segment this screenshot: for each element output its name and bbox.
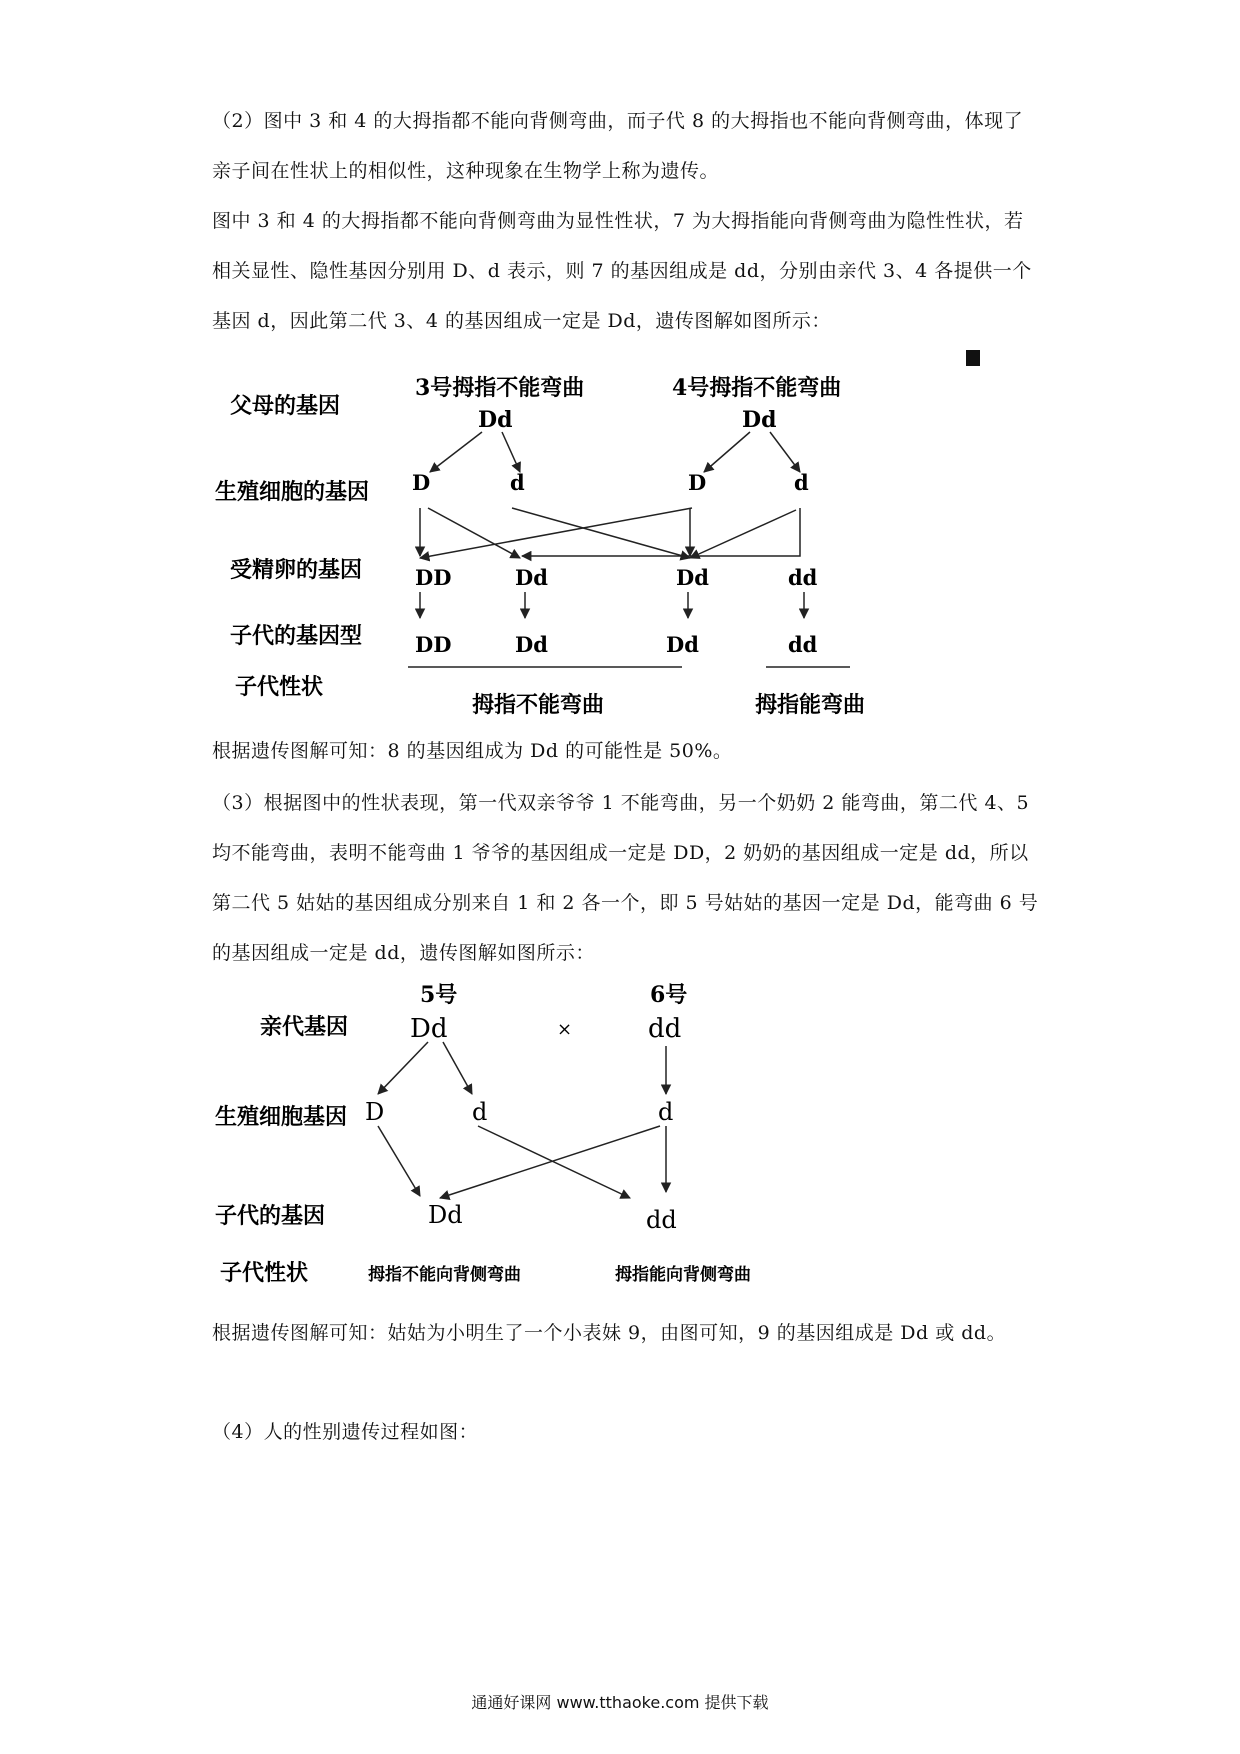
parent-5-gene: Dd — [410, 1014, 448, 1044]
zygote-1: DD — [415, 565, 452, 590]
parent-6-gene: dd — [648, 1014, 682, 1044]
row-label-offspring-genes: 子代的基因 — [215, 1203, 326, 1229]
row-label-offspring-trait: 子代性状 — [235, 674, 324, 700]
paragraph-conclusion-2: 根据遗传图解可知：姑姑为小明生了一个小表妹 9，由图可知，9 的基因组成是 Dd 或 dd。 — [212, 1322, 1007, 1344]
row-label-gamete-genes: 生殖细胞的基因 — [215, 479, 370, 505]
paragraph-4: （4）人的性别遗传过程如图： — [212, 1421, 479, 1443]
row-label-parent-genes: 父母的基因 — [230, 393, 341, 419]
gamete-d-1: d — [472, 1098, 488, 1126]
zygote-3: Dd — [676, 565, 709, 590]
gamete-2: d — [510, 470, 525, 495]
offspring-1: DD — [415, 632, 452, 657]
trait-can-bend: 拇指能向背侧弯曲 — [615, 1265, 751, 1285]
offspring-Dd: Dd — [428, 1201, 463, 1229]
parent-6-number: 6号 — [650, 982, 688, 1008]
gamete-3: D — [688, 470, 707, 495]
gamete-4: d — [794, 470, 809, 495]
footer-credit: 通通好课网 www.tthaoke.com 提供下载 — [471, 1693, 769, 1712]
row-label-offspring-genotype: 子代的基因型 — [230, 623, 363, 649]
parent-4-gene: Dd — [742, 407, 777, 433]
trait-cannot-bend: 拇指不能弯曲 — [472, 692, 605, 718]
paragraph-2: （2）图中 3 和 4 的大拇指都不能向背侧弯曲，而子代 8 的大拇指也不能向背侧弯曲，体现了亲子间在性状上的相似性，这种现象在生物学上称为遗传。 — [212, 110, 1024, 182]
trait-cannot-bend: 拇指不能向背侧弯曲 — [368, 1265, 521, 1285]
zygote-2: Dd — [515, 565, 548, 590]
parent-3-title: 3号拇指不能弯曲 — [415, 375, 585, 401]
trait-can-bend: 拇指能弯曲 — [755, 692, 866, 718]
zygote-4: dd — [788, 565, 818, 590]
paragraph-conclusion-1: 根据遗传图解可知：8 的基因组成为 Dd 的可能性是 50%。 — [212, 740, 733, 762]
genetic-diagram-1 — [210, 360, 970, 730]
offspring-3: Dd — [666, 632, 699, 657]
parent-3-gene: Dd — [478, 407, 513, 433]
gamete-1: D — [412, 470, 431, 495]
genetic-diagram-2 — [210, 980, 830, 1310]
offspring-dd: dd — [646, 1206, 677, 1234]
row-label-zygote-genes: 受精卵的基因 — [230, 557, 363, 583]
offspring-2: Dd — [515, 632, 548, 657]
parent-5-number: 5号 — [420, 982, 458, 1008]
row-label-parent-genes: 亲代基因 — [260, 1014, 349, 1040]
cross-symbol: × — [557, 1019, 573, 1040]
row-label-offspring-trait: 子代性状 — [220, 1260, 309, 1286]
gamete-d-2: d — [658, 1098, 674, 1126]
offspring-4: dd — [788, 632, 818, 657]
paragraph-3: （3）根据图中的性状表现，第一代双亲爷爷 1 不能弯曲，另一个奶奶 2 能弯曲，第二代 4、5 均不能弯曲，表明不能弯曲 1 爷爷的基因组成一定是 DD，2 奶奶的基因组成一定是 dd，所以第二代 5 姑姑的基因组成分别来自 1 和 2 各一个，即 5 号姑姑的基因一定是 Dd，能弯曲 6 号的基因组成一定是 dd，遗传图解如图所示： — [212, 792, 1039, 964]
gamete-D: D — [365, 1098, 385, 1126]
paragraph-genotype-explanation: 图中 3 和 4 的大拇指都不能向背侧弯曲为显性性状，7 为大拇指能向背侧弯曲为隐性性状，若相关显性、隐性基因分别用 D、d 表示，则 7 的基因组成是 dd，分别由亲代 3、4 各提供一个基因 d，因此第二代 3、4 的基因组成一定是 Dd，遗传图解如图所示： — [212, 210, 1032, 332]
row-label-gamete-genes: 生殖细胞基因 — [215, 1104, 348, 1130]
parent-4-title: 4号拇指不能弯曲 — [672, 375, 842, 401]
